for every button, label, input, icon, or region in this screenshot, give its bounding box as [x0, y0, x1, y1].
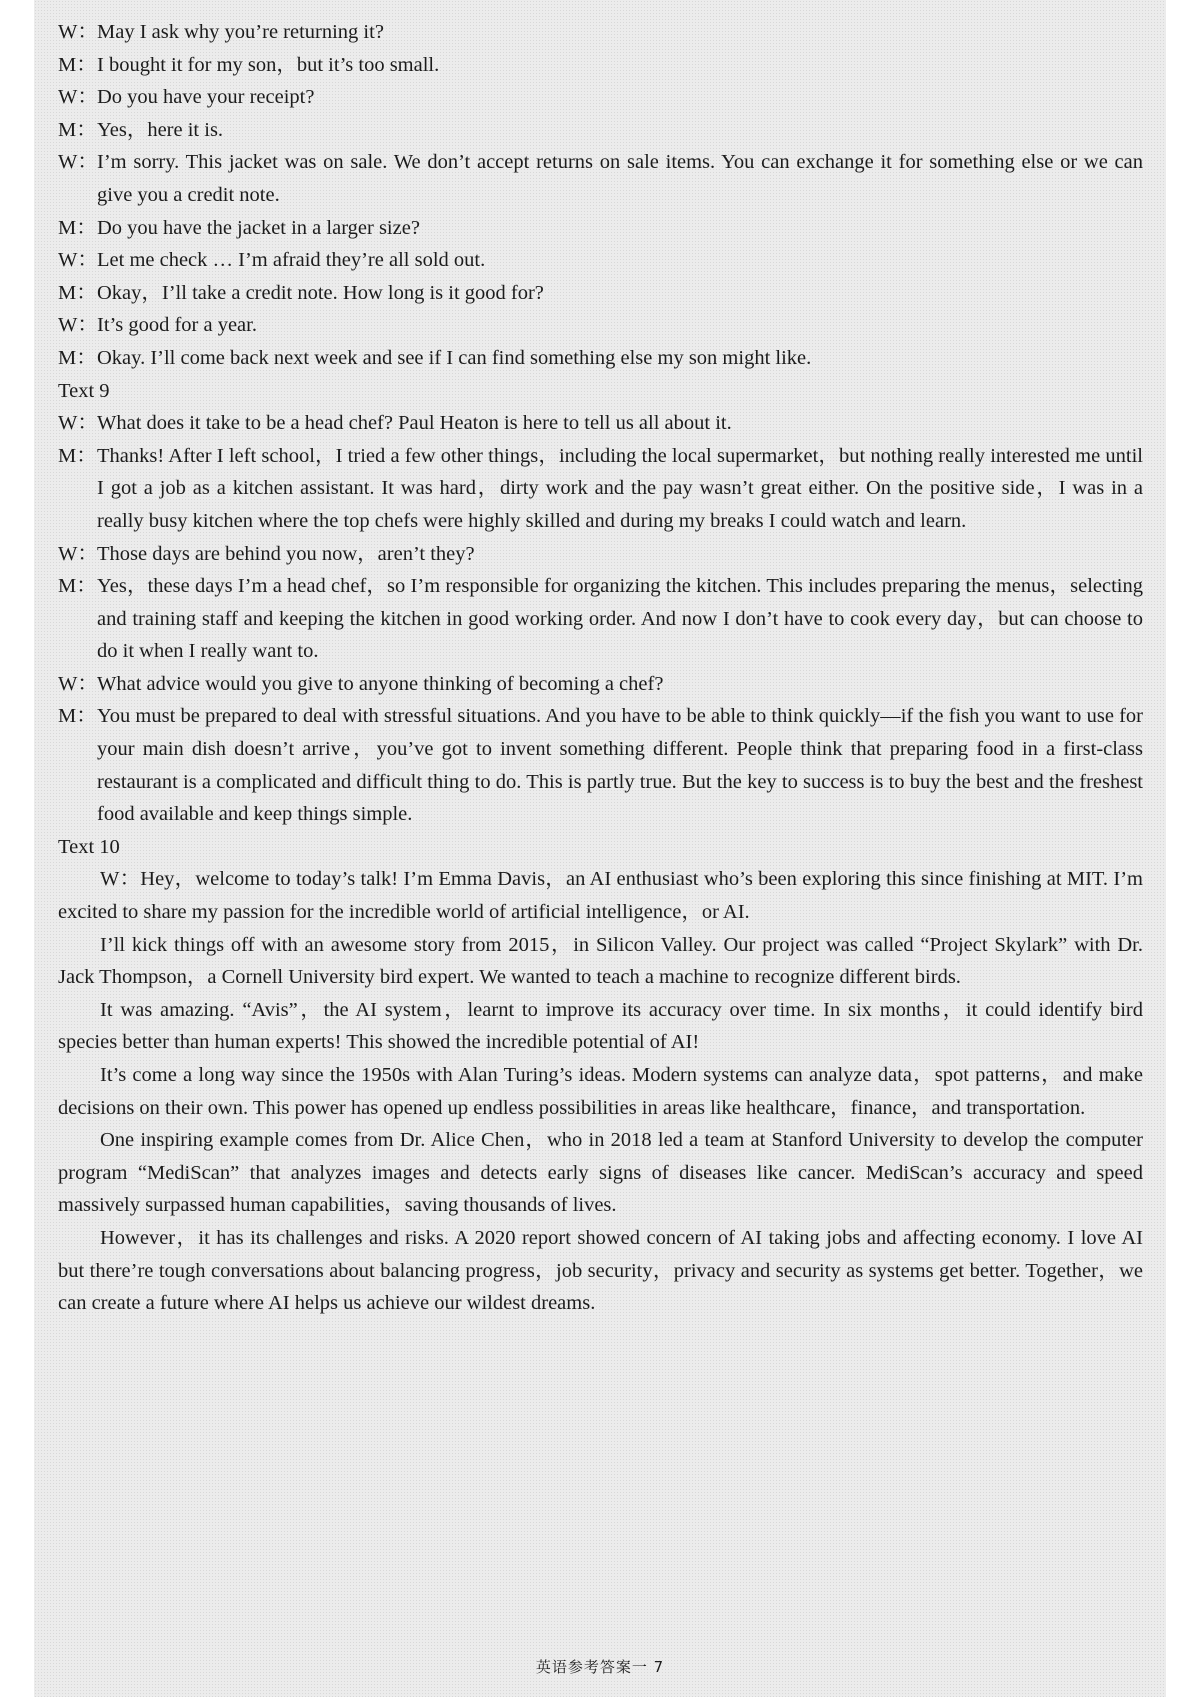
dialogue-text: I bought it for my son，but it’s too small.	[97, 53, 440, 76]
dialogue-text: Okay. I’ll come back next week and see if I can find something else my son might like.	[97, 346, 812, 369]
dialogue-text: You must be prepared to deal with stressful situations. And you have to be able to think quickly—if the fish you want to use for your main dish doesn’t arrive，you’ve got to invent something different. People think that preparing food in a first-class restaurant is a complicated and difficult thing to do. This is partly true. But the key to success is to buy the best and the freshest food available and keep things simple.	[97, 705, 1143, 826]
speaker-label: M：	[58, 346, 97, 369]
dialogue-text: Yes，here it is.	[97, 118, 224, 141]
text10-paragraph: However，it has its challenges and risks. A 2020 report showed concern of AI taking jobs and affecting economy. I love AI but there’re tough conversations about balancing progress，job security，privacy and security as systems get better. Together，we can create a future where AI helps us achieve our wildest dreams.	[58, 1226, 1143, 1315]
speaker-label: M：	[58, 281, 97, 304]
speaker-label: W：	[58, 314, 98, 337]
speaker-label: M：	[58, 444, 97, 467]
dialogue-text: Yes，these days I’m a head chef，so I’m responsible for organizing the kitchen. This includes preparing the menus，selecting and training staff and keeping the kitchen in good working order. And now I don’t have to cook every day，but can choose to do it when I really want to.	[97, 575, 1143, 663]
dialogue-text: What advice would you give to anyone thinking of becoming a chef?	[97, 672, 664, 695]
dialogue-text: Those days are behind you now，aren’t they?	[97, 542, 475, 565]
section-heading-text-9: Text 9	[58, 379, 110, 402]
dialogue-line	[58, 342, 1143, 375]
speaker-label: M：	[58, 705, 97, 728]
dialogue-text: It’s good for a year.	[97, 314, 257, 337]
dialogue-text: May I ask why you’re returning it?	[97, 21, 384, 43]
dialogue-line	[58, 212, 1143, 245]
dialogue-text: Do you have your receipt?	[97, 86, 315, 109]
dialogue-text: Okay，I’ll take a credit note. How long is it good for?	[97, 281, 544, 304]
dialogue-text: Thanks! After I left school，I tried a few other things，including the local supermarket，but nothing really interested me until I got a job as a kitchen assistant. It was hard，dirty work and the pay wasn’t great either. On the positive side，I was in a really busy kitchen where the top chefs were highly skilled and during my breaks I could watch and learn.	[97, 444, 1143, 532]
transcript	[58, 16, 1143, 1320]
dialogue-text: Do you have the jacket in a larger size?	[97, 216, 420, 239]
speaker-label: W：	[58, 672, 98, 695]
speaker-label: W：	[58, 412, 98, 435]
dialogue-line	[58, 440, 1143, 538]
text10-paragraph: One inspiring example comes from Dr. Alice Chen，who in 2018 led a team at Stanford University to develop the computer program “MediScan” that analyzes images and detects early signs of diseases like cancer. MediScan’s accuracy and speed massively surpassed human capabilities，saving thousands of lives.	[58, 1129, 1143, 1217]
speaker-label: M：	[58, 118, 97, 141]
section-heading-text-10: Text 10	[58, 835, 120, 858]
dialogue-line	[58, 16, 1143, 49]
speaker-label: M：	[58, 53, 97, 76]
dialogue-line	[58, 244, 1143, 277]
dialogue-line	[58, 49, 1143, 82]
speaker-label: M：	[58, 216, 97, 239]
speaker-label: W：	[58, 21, 98, 43]
dialogue-line	[58, 407, 1143, 440]
speaker-label: M：	[58, 575, 97, 598]
dialogue-text: I’m sorry. This jacket was on sale. We don’t accept returns on sale items. You can exchange it for something else or we can give you a credit note.	[97, 151, 1143, 206]
dialogue-line	[58, 81, 1143, 114]
speaker-label: W：	[58, 86, 98, 109]
speaker-label: W：	[58, 249, 98, 272]
dialogue-line	[58, 114, 1143, 147]
dialogue-text: Let me check … I’m afraid they’re all sold out.	[97, 249, 486, 272]
dialogue-line	[58, 146, 1143, 211]
text10-paragraph: W：Hey，welcome to today’s talk! I’m Emma Davis，an AI enthusiast who’s been exploring this since finishing at MIT. I’m excited to share my passion for the incredible world of artificial intelligence，or AI.	[58, 868, 1143, 924]
page-footer: 英语参考答案一 7	[535, 1658, 665, 1676]
speaker-label: W：	[58, 542, 98, 565]
dialogue-line	[58, 668, 1143, 701]
dialogue-line	[58, 538, 1143, 571]
text10-paragraph: It’s come a long way since the 1950s with Alan Turing’s ideas. Modern systems can analyze data，spot patterns，and make decisions on their own. This power has opened up endless possibilities in areas like healthcare，finance，and transportation.	[58, 1064, 1143, 1119]
dialogue-line	[58, 277, 1143, 310]
dialogue-text: What does it take to be a head chef? Paul Heaton is here to tell us all about it.	[97, 412, 732, 435]
dialogue-line	[58, 700, 1143, 830]
dialogue-line	[58, 309, 1143, 342]
text10-paragraph: It was amazing. “Avis”，the AI system，learnt to improve its accuracy over time. In six months，it could identify bird species better than human experts! This showed the incredible potential of AI!	[58, 998, 1143, 1054]
speaker-label: W：	[58, 151, 98, 174]
dialogue-line	[58, 570, 1143, 668]
text10-paragraph: I’ll kick things off with an awesome story from 2015，in Silicon Valley. Our project was called “Project Skylark” with Dr. Jack Thompson，a Cornell University bird expert. We wanted to teach a machine to recognize different birds.	[58, 933, 1143, 989]
